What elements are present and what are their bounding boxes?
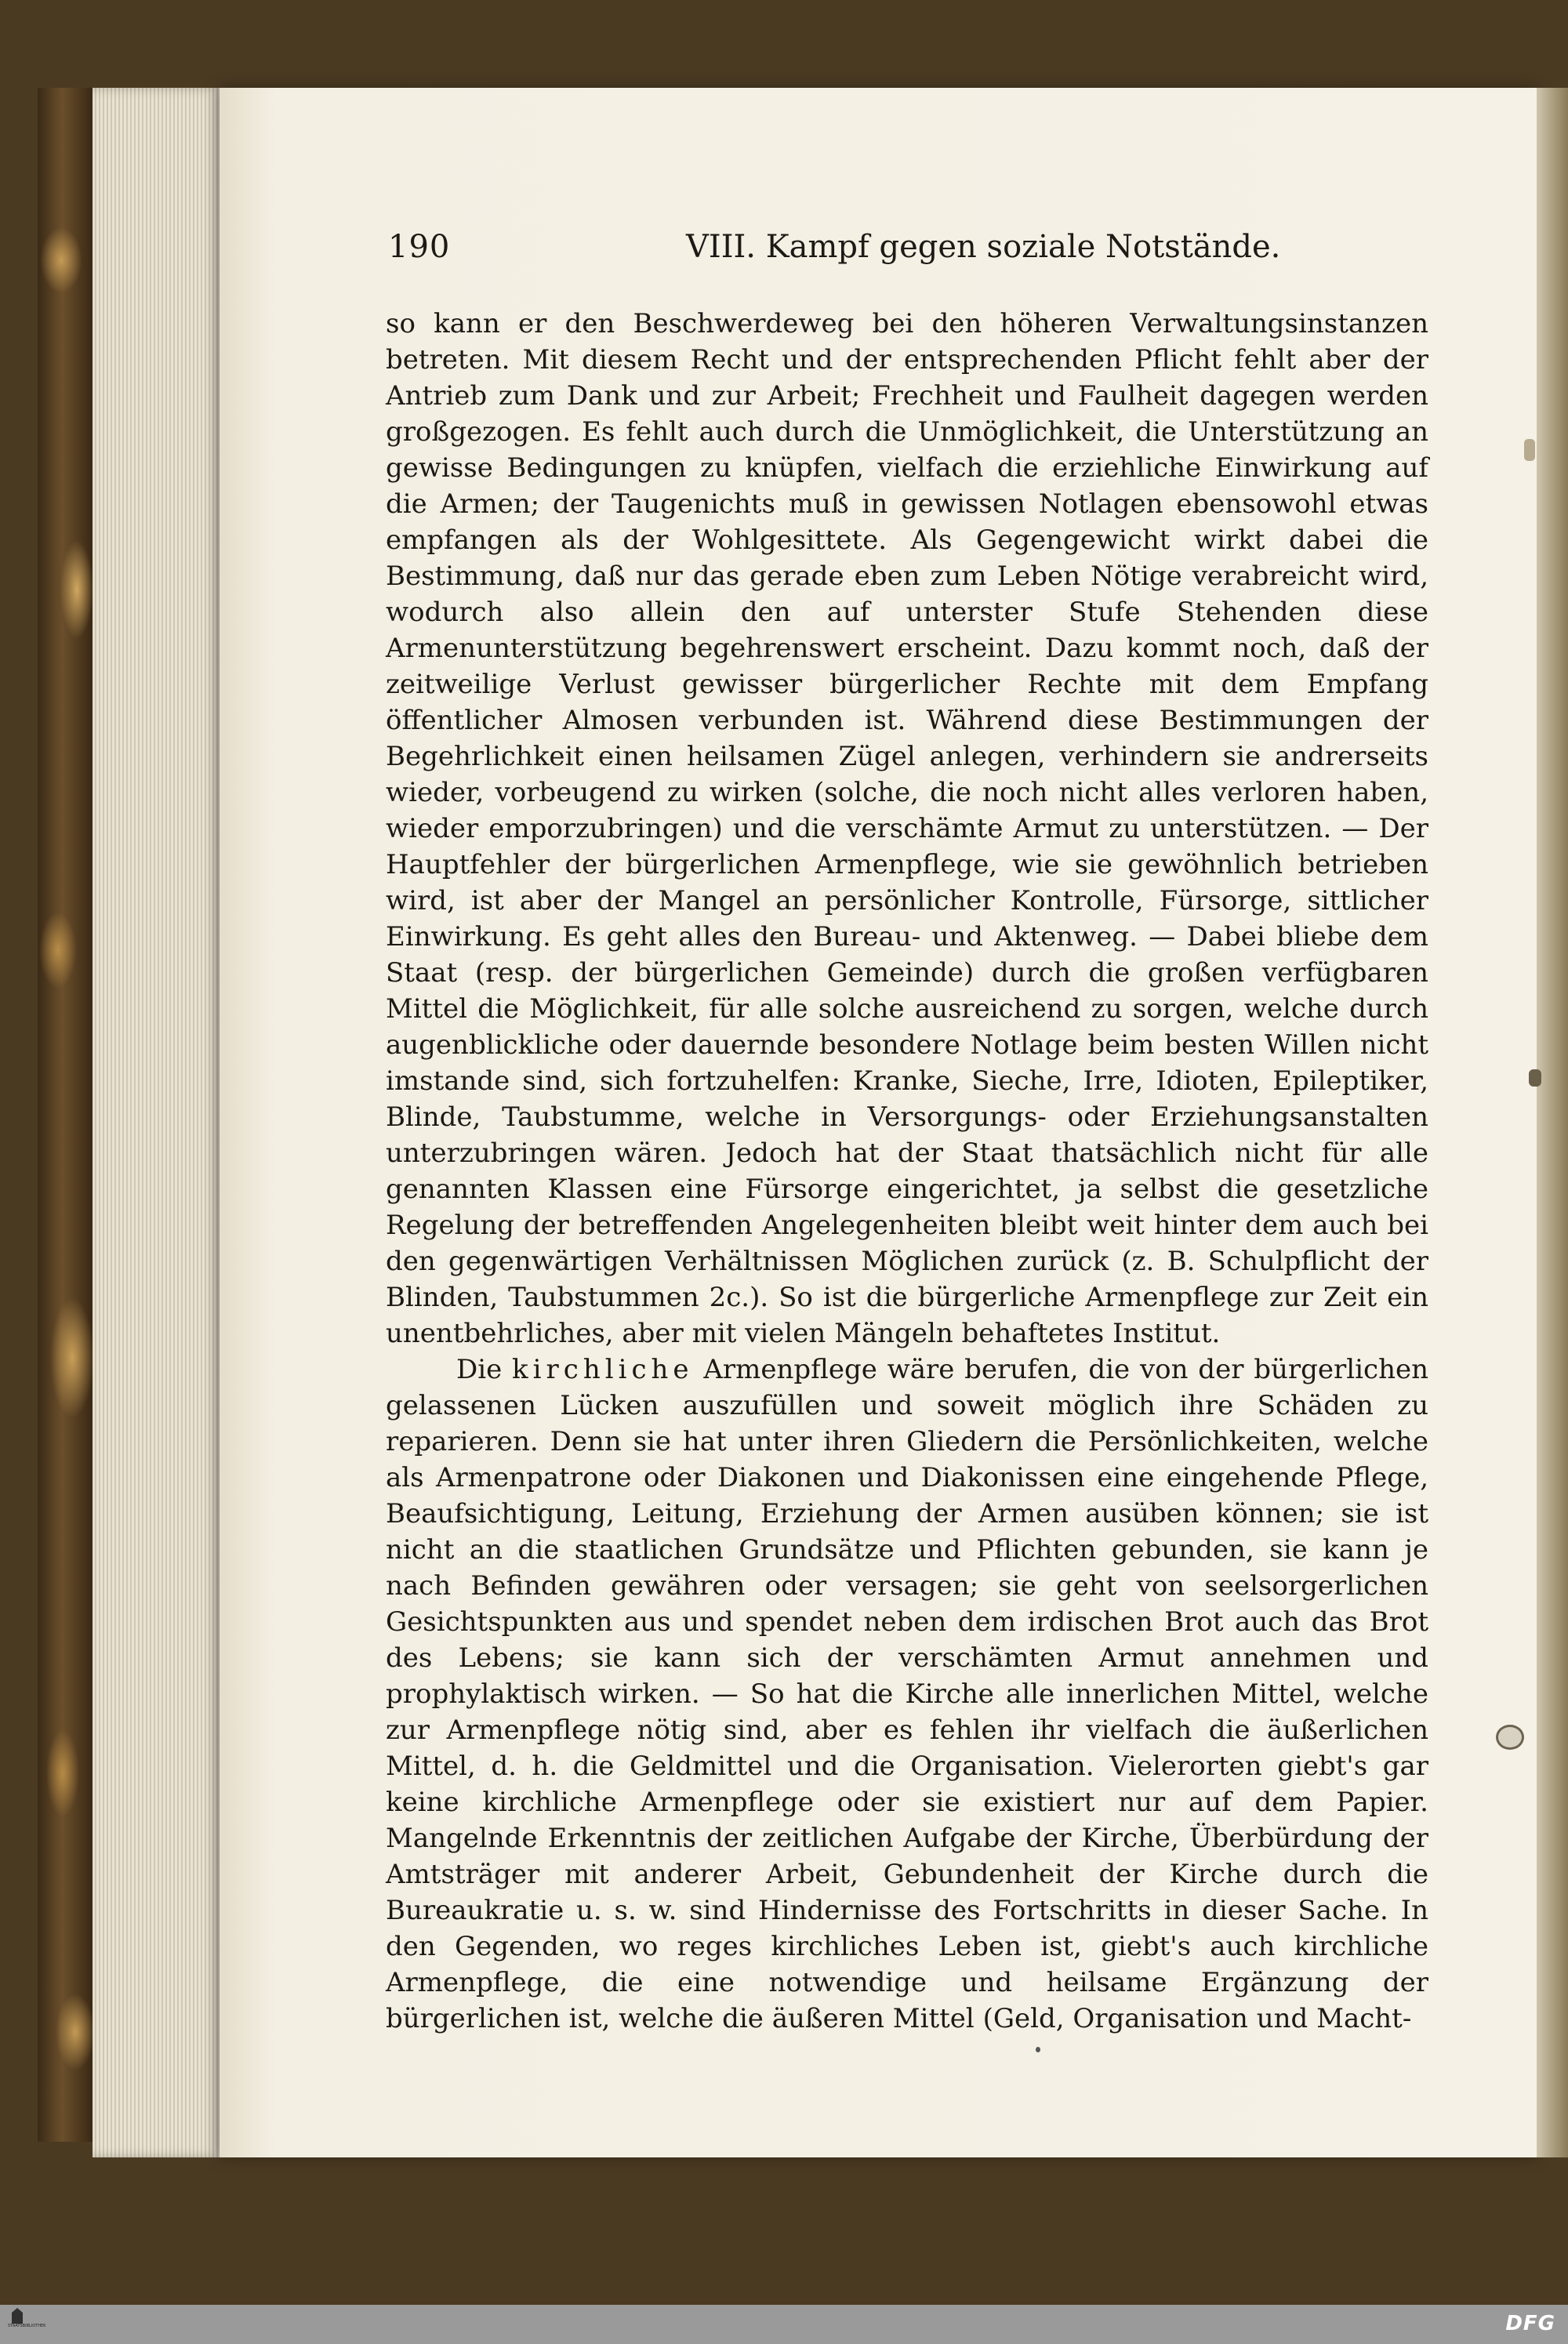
library-logo-icon bbox=[8, 2308, 46, 2341]
paragraph-1: so kann er den Beschwerdeweg bei den höheren Verwaltungsinstanzen betreten. Mit diesem Recht und der entsprechenden Pflicht fehlt aber der Antrieb zum Dank und zur Arbeit; Frechheit und Faulheit dagegen werden großgezogen. Es fehlt auch durch die Unmöglichkeit, die Unterstützung an gewisse Bedingungen zu knüpfen, vielfach die erziehliche Einwirkung auf die Armen; der Taugenichts muß in gewissen Notlagen ebensowohl etwas empfangen als der Wohlgesittete. Als Gegengewicht wirkt dabei die Bestimmung, daß nur das gerade eben zum Leben Nötige verabreicht wird, wodurch also allein den auf unterster Stufe Stehenden diese Armenunterstützung begehrenswert erscheint. Dazu kommt noch, daß der zeitweilige Verlust gewisser bürgerlicher Rechte mit dem Empfang öffentlicher Almosen verbunden ist. Während diese Bestimmungen der Begehrlichkeit einen heilsamen Zügel anlegen, verhindern sie andrerseits wieder, vorbeugend zu wirken (solche, die noch nicht alles verloren haben, wieder emporzubringen) und die verschämte Armut zu unterstützen. — Der Hauptfehler der bürgerlichen Armenpflege, wie sie gewöhnlich betrieben wird, ist aber der Mangel an persönlicher Kontrolle, Fürsorge, sittlicher Einwirkung. Es geht alles den Bureau- und Aktenweg. — Dabei bliebe dem Staat (resp. der bürgerlichen Gemeinde) durch die großen verfügbaren Mittel die Möglichkeit, für alle solche ausreichend zu sorgen, welche durch augenblickliche oder dauernde besondere Notlage beim besten Willen nicht imstande sind, sich fortzuhelfen: Kranke, Sieche, Irre, Idioten, Epileptiker, Blinde, Taubstumme, welche in Versorgungs- oder Erziehungsanstalten unterzubringen wären. Jedoch hat der Staat thatsächlich nicht für alle genannten Klassen eine Fürsorge eingerichtet, ja selbst die gesetzliche Regelung der betreffenden Angelegenheiten bleibt weit hinter dem auch bei den gegenwärtigen Verhältnissen Möglichen zurück (z. B. Schulpflicht der Blinden, Taubstummen 2c.). So ist die bürgerliche Armenpflege zur Zeit ein unentbehrliches, aber mit vielen Mängeln behaftetes Institut. bbox=[386, 308, 1428, 1349]
paragraph-2-start: Die bbox=[456, 1354, 513, 1385]
paragraph-2 bbox=[386, 1352, 1428, 2037]
page-clip-middle bbox=[1529, 1069, 1541, 1087]
emphasized-word: kirchliche bbox=[512, 1354, 694, 1385]
page-number: 190 bbox=[388, 229, 451, 265]
page-header bbox=[388, 229, 1431, 276]
library-logo-caption: STAATSBIBLIOTHEK bbox=[8, 2324, 46, 2328]
next-page-edge bbox=[1537, 88, 1568, 2157]
body-text bbox=[386, 306, 1428, 2037]
viewer-footer-bar bbox=[0, 2305, 1568, 2344]
running-head: VIII. Kampf gegen soziale Notstände. bbox=[686, 229, 1281, 265]
page-clip-top bbox=[1524, 439, 1535, 461]
ink-speck bbox=[1036, 2047, 1040, 2052]
page-edges bbox=[93, 88, 222, 2157]
marbled-book-cover bbox=[38, 88, 99, 2142]
page-clip-bottom bbox=[1496, 1725, 1524, 1750]
dfg-logo: DFG bbox=[1505, 2312, 1555, 2335]
paragraph-2-rest: Armenpflege wäre berufen, die von der bürgerlichen gelassenen Lücken auszufüllen und soweit möglich ihre Schäden zu reparieren. Denn sie hat unter ihren Gliedern die Persönlichkeiten, welche als Armenpatrone oder Diakonen und Diakonissen eine eingehende Pflege, Beaufsichtigung, Leitung, Erziehung der Armen ausüben können; sie ist nicht an die staatlichen Grundsätze und Pflichten gebunden, sie kann je nach Befinden gewähren oder versagen; sie geht von seelsorgerlichen Gesichtspunkten aus und spendet neben dem irdischen Brot auch das Brot des Lebens; sie kann sich der verschämten Armut annehmen und prophylaktisch wirken. — So hat die Kirche alle innerlichen Mittel, welche zur Armenpflege nötig sind, aber es fehlen ihr vielfach die äußerlichen Mittel, d. h. die Geldmittel und die Organisation. Vielerorten giebt's gar keine kirchliche Armenpflege oder sie existiert nur auf dem Papier. Mangelnde Erkenntnis der zeitlichen Aufgabe der Kirche, Überbürdung der Amtsträger mit anderer Arbeit, Gebundenheit der Kirche durch die Bureaukratie u. s. w. sind Hindernisse des Fortschritts in dieser Sache. In den Gegenden, wo reges kirchliches Leben ist, giebt's auch kirchliche Armenpflege, die eine notwendige und heilsame Ergänzung der bürgerlichen ist, welche die äußeren Mittel (Geld, Organisation und Macht- bbox=[386, 1354, 1428, 2034]
